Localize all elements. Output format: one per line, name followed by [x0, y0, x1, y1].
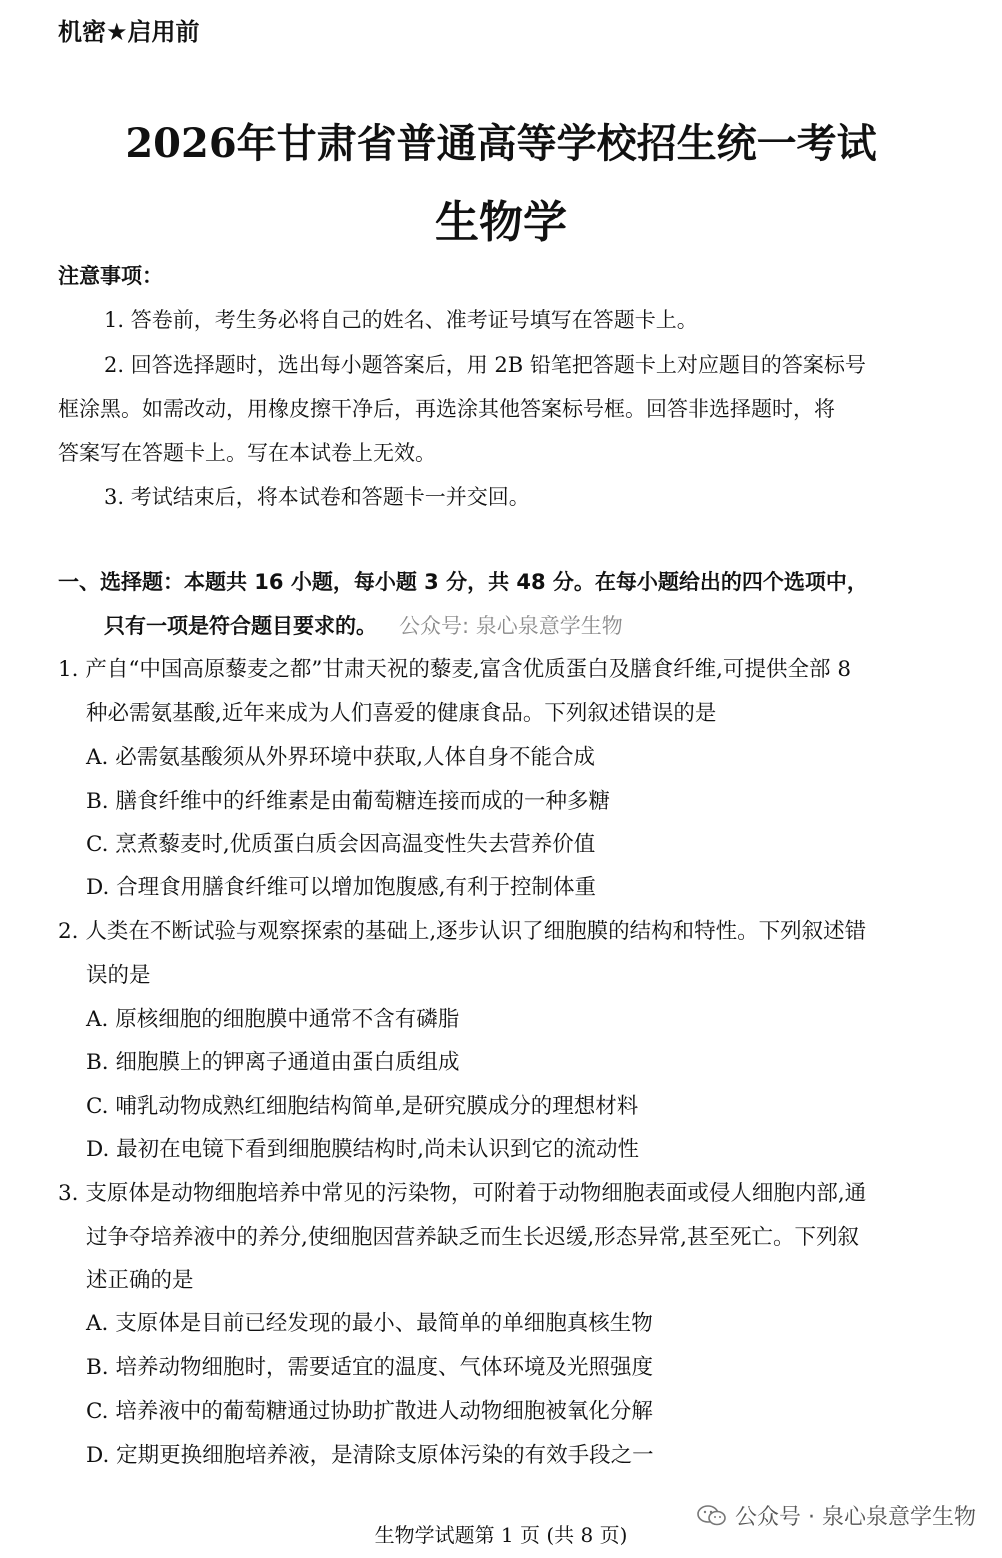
confidential-label: 机密★启用前 [58, 18, 200, 46]
page-footer: 生物学试题第 1 页 (共 8 页) [374, 1523, 628, 1547]
subject-title: 生物学 [435, 197, 567, 248]
watermark-text: 公众号 · 泉心泉意学生物 [735, 1505, 976, 1530]
watermark-text: 公众号: 泉心泉意学生物 [399, 614, 623, 638]
section-subheading [104, 610, 623, 640]
question-option: A. 必需氨基酸须从外界环境中获取,人体自身不能合成 [86, 745, 596, 770]
question-stem: 误的是 [86, 963, 151, 988]
question-option: D. 最初在电镜下看到细胞膜结构时,尚未认识到它的流动性 [86, 1137, 639, 1162]
question-stem: 1. 产自“中国高原藜麦之都”甘肃天祝的藜麦,富含优质蛋白及膳食纤维,可提供全部 8 [58, 657, 852, 682]
question-option: B. 膳食纤维中的纤维素是由葡萄糖连接而成的一种多糖 [86, 789, 610, 814]
notice-item: 框涂黑。如需改动，用橡皮擦干净后，再选涂其他答案标号框。回答非选择题时，将 [58, 397, 835, 421]
question-option: C. 培养液中的葡萄糖通过协助扩散进人动物细胞被氧化分解 [86, 1399, 653, 1424]
question-option: C. 烹煮藜麦时,优质蛋白质会因高温变性失去营养价值 [86, 832, 596, 857]
notice-item: 答案写在答题卡上。写在本试卷上无效。 [58, 441, 436, 465]
question-stem: 种必需氨基酸,近年来成为人们喜爱的健康食品。下列叙述错误的是 [86, 701, 717, 726]
question-option: A. 支原体是目前已经发现的最小、最简单的单细胞真核生物 [86, 1311, 653, 1336]
question-option: A. 原核细胞的细胞膜中通常不含有磷脂 [86, 1007, 460, 1032]
exam-title: 2026年甘肃省普通高等学校招生统一考试 [125, 120, 877, 167]
notice-item: 3. 考试结束后，将本试卷和答题卡一并交回。 [104, 485, 530, 509]
notice-item: 1. 答卷前，考生务必将自己的姓名、准考证号填写在答题卡上。 [104, 308, 698, 332]
section-heading: 一、选择题：本题共 16 小题，每小题 3 分，共 48 分。在每小题给出的四个选项中， [58, 570, 868, 594]
question-stem: 2. 人类在不断试验与观察探索的基础上,逐步认识了细胞膜的结构和特性。下列叙述错 [58, 919, 867, 944]
section-requirement: 只有一项是符合题目要求的。 [104, 614, 377, 638]
notice-item: 2. 回答选择题时，选出每小题答案后，用 2B 铅笔把答题卡上对应题目的答案标号 [104, 353, 866, 377]
question-option: B. 培养动物细胞时，需要适宜的温度、气体环境及光照强度 [86, 1355, 653, 1380]
question-option: D. 定期更换细胞培养液，是清除支原体污染的有效手段之一 [86, 1443, 654, 1468]
notice-heading: 注意事项： [58, 264, 163, 288]
question-option: C. 哺乳动物成熟红细胞结构简单,是研究膜成分的理想材料 [86, 1094, 639, 1119]
question-option: D. 合理食用膳食纤维可以增加饱腹感,有利于控制体重 [86, 875, 596, 900]
question-stem: 过争夺培养液中的养分,使细胞因营养缺乏而生长迟缓,形态异常,甚至死亡。下列叙 [86, 1225, 860, 1250]
question-option: B. 细胞膜上的钾离子通道由蛋白质组成 [86, 1050, 460, 1075]
question-stem: 述正确的是 [86, 1268, 194, 1293]
question-stem: 3. 支原体是动物细胞培养中常见的污染物，可附着于动物细胞表面或侵人细胞内部,通 [58, 1181, 867, 1206]
